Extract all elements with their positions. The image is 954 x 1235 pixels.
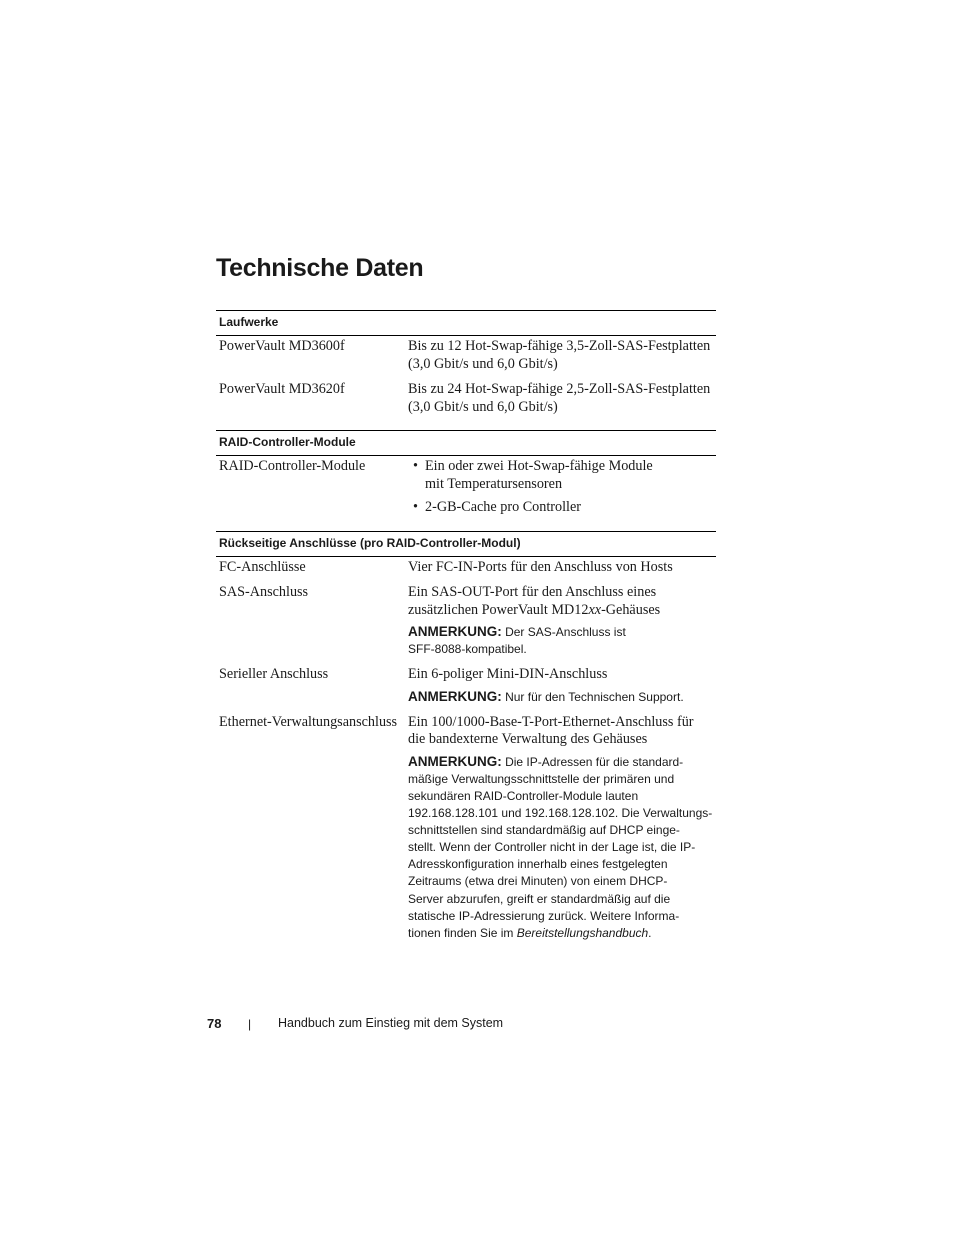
spec-row [216,559,716,577]
spec-value [408,458,716,517]
spec-label: SAS-Anschluss [219,584,309,600]
footer-title: Handbuch zum Einstieg mit dem System [278,1016,504,1030]
spec-label: RAID-Controller-Module [219,458,366,474]
section-header-anschluesse: Rückseitige Anschlüsse (pro RAID-Controller-Modul) [216,531,716,557]
spec-row [216,584,716,658]
spec-value [408,584,716,658]
spec-row [216,338,716,373]
note: ANMERKUNG: Nur für den Technischen Support. [408,688,684,704]
note-label: ANMERKUNG: [408,753,502,769]
bullet-list [408,458,714,517]
value-line: (3,0 Gbit/s und 6,0 Gbit/s) [408,398,558,415]
section-header-raid: RAID-Controller-Module [216,430,716,456]
spec-label: FC-Anschlüsse [219,558,306,575]
spec-value [408,666,716,706]
value-line: (3,0 Gbit/s und 6,0 Gbit/s) [408,355,558,372]
value-line: zusätzlichen PowerVault MD12xx-Gehäuses [408,601,661,618]
section-header-laufwerke: Laufwerke [216,310,716,336]
spec-label: PowerVault MD3600f [219,338,345,354]
value-line: Ein 6-poliger Mini-DIN-Anschluss [408,666,608,683]
spec-value [408,381,716,416]
page-title: Technische Daten [216,254,424,282]
page-number: 78 [207,1016,222,1031]
spec-label: Ethernet-Verwaltungsanschluss [219,713,398,730]
footer-separator: | [248,1017,252,1031]
spec-row [216,666,716,706]
value-line: Ein SAS-OUT-Port für den Anschluss eines [408,584,657,600]
section-body-anschluesse [216,557,716,956]
spec-table [216,310,716,956]
value-line: die bandexterne Verwaltung des Gehäuses [408,731,648,748]
value-line: Vier FC-IN-Ports für den Anschluss von Hosts [408,558,673,575]
spec-label: PowerVault MD3620f [219,381,345,397]
spec-value [408,559,716,577]
bullet-item: • Ein oder zwei Hot-Swap-fähige Module mit Temperatursensoren [408,458,714,493]
note: ANMERKUNG: Die IP-Adressen für die standard- mäßige Verwaltungsschnittstelle der primären und sekundären RAID-Controller-Module lauten 192.168.128.101 und 192.168.128.102. Die Verwaltungs- schnittstellen sind standardmäßig auf DHCP einge- stellt. Wenn der Controller nicht in der Lage ist, die IP- Adresskonfiguration innerhalb eines festgelegten Zeitraums (etwa drei Minuten) von einem DHCP- Server abzurufen, greift er standardmäßig auf die statische IP-Adressierung zurück. Weitere Informa- tionen finden Sie im Bereitstellungshandbuch. [408,753,713,940]
spec-row [216,458,716,517]
spec-value [408,714,716,942]
bullet-item: • 2-GB-Cache pro Controller [408,499,714,517]
value-line: Ein 100/1000-Base-T-Port-Ethernet-Anschluss für [408,713,694,730]
spec-label: Serieller Anschluss [219,666,329,683]
section-body-laufwerke [216,336,716,430]
spec-row [216,714,716,942]
note-label: ANMERKUNG: [408,688,502,704]
spec-value [408,338,716,373]
value-line: Bis zu 12 Hot-Swap-fähige 3,5-Zoll-SAS-Festplatten [408,338,711,354]
note: ANMERKUNG: Der SAS-Anschluss ist SFF-8088-kompatibel. [408,624,626,657]
spec-row [216,381,716,416]
section-body-raid [216,456,716,531]
note-label: ANMERKUNG: [408,624,502,639]
value-line: Bis zu 24 Hot-Swap-fähige 2,5-Zoll-SAS-Festplatten [408,381,711,397]
